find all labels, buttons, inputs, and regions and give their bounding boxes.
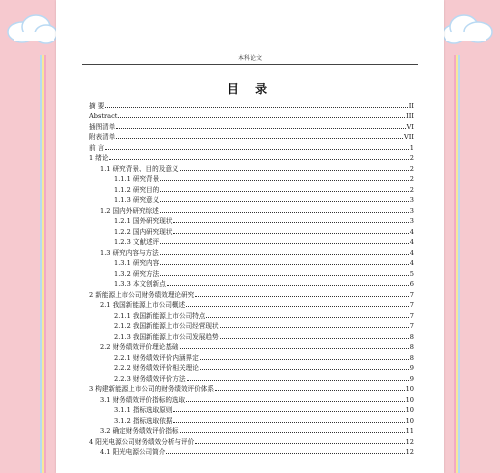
toc-entry[interactable] <box>89 299 414 310</box>
toc-leader-dots <box>186 306 409 307</box>
running-header: 本科论文 <box>82 53 418 65</box>
toc-entry-label: 摘 要 <box>89 101 105 110</box>
toc-entry-page: 4 <box>409 259 414 267</box>
cloud-decoration-left <box>2 12 60 46</box>
toc-entry-page: 10 <box>405 416 414 425</box>
toc-entry[interactable] <box>89 393 414 404</box>
toc-leader-dots <box>220 338 409 339</box>
toc-leader-dots <box>195 443 404 444</box>
toc-leader-dots <box>187 380 409 381</box>
toc-entry-label: 2.2 财务绩效评价理论基础 <box>100 343 179 351</box>
toc-entry[interactable] <box>89 194 414 205</box>
toc-leader-dots <box>180 348 409 349</box>
toc-leader-dots <box>160 254 409 255</box>
toc-entry-page: 12 <box>405 448 414 456</box>
toc-entry-page: 11 <box>405 427 414 435</box>
toc-entry-label: 1.2 国内外研究综述 <box>100 206 159 215</box>
toc-entry-page: 2 <box>409 175 414 183</box>
toc-entry[interactable] <box>89 257 414 268</box>
page-title: 目 录 <box>226 82 274 96</box>
toc-entry[interactable] <box>89 309 414 320</box>
toc-entry-label: 1.3.1 研究内容 <box>114 259 160 267</box>
toc-entry-label: 插图清单 <box>89 122 116 131</box>
toc-entry[interactable] <box>89 173 414 184</box>
toc-entry[interactable] <box>89 446 414 457</box>
toc-leader-dots <box>173 422 404 423</box>
toc-leader-dots <box>116 138 403 139</box>
toc-entry-label: 3 构建新能源上市公司的财务绩效评价体系 <box>89 385 214 393</box>
toc-leader-dots <box>109 159 408 160</box>
toc-leader-dots <box>160 180 409 181</box>
toc-entry-page: 3 <box>409 217 414 225</box>
rainbow-stripe-right <box>454 55 460 473</box>
toc-leader-dots <box>180 170 409 171</box>
toc-entry[interactable] <box>89 278 414 289</box>
toc-entry-label: 3.1.1 指标选取原则 <box>114 406 173 414</box>
toc-entry-page: 4 <box>409 248 414 257</box>
toc-entry-page: II <box>408 101 414 110</box>
toc-entry[interactable] <box>89 183 414 194</box>
toc-entry-label: 1.2.2 国内研究现状 <box>114 227 173 236</box>
toc-entry-page: VII <box>404 133 414 141</box>
toc-entry-page: 10 <box>405 385 414 393</box>
toc-entry[interactable] <box>89 435 414 446</box>
toc-entry[interactable] <box>89 320 414 331</box>
toc-entry-page: VI <box>406 122 414 131</box>
toc-entry[interactable] <box>89 414 414 425</box>
toc-entry[interactable] <box>89 162 414 173</box>
toc-entry-label: 1.1.1 研究背景 <box>114 175 160 183</box>
toc-entry-page: 8 <box>409 353 414 362</box>
toc-entry[interactable] <box>89 372 414 383</box>
toc-entry-page: 7 <box>409 290 414 299</box>
toc-entry[interactable] <box>89 152 414 163</box>
toc-entry[interactable] <box>89 351 414 362</box>
toc-leader-dots <box>173 411 404 412</box>
toc-leader-dots <box>206 317 408 318</box>
toc-entry-label: 附表清单 <box>89 133 116 141</box>
toc-entry-label: 1.1.2 研究目的 <box>114 185 160 194</box>
toc-entry-label: 1.3.3 本文创新点 <box>114 280 166 288</box>
toc-entry-page: 7 <box>409 301 414 309</box>
toc-entry-page: 3 <box>409 206 414 215</box>
toc-entry[interactable] <box>89 99 414 110</box>
toc-entry-page: 7 <box>409 322 414 330</box>
toc-leader-dots <box>173 222 408 223</box>
toc-entry-page: 4 <box>409 238 414 246</box>
toc-entry-label: 2.2.3 财务绩效评价方法 <box>114 374 186 383</box>
toc-leader-dots <box>160 275 409 276</box>
toc-entry-label: 1.1 研究背景、目的及意义 <box>100 164 179 173</box>
rainbow-stripe-left <box>40 55 46 473</box>
cloud-decoration-right <box>440 12 498 46</box>
toc-leader-dots <box>173 233 408 234</box>
toc-leader-dots <box>160 243 409 244</box>
toc-entry[interactable] <box>89 383 414 394</box>
toc-leader-dots <box>160 212 409 213</box>
toc-entry[interactable] <box>89 246 414 257</box>
toc-entry-label: 4 阳光电源公司财务绩效分析与评价 <box>89 437 195 446</box>
toc-entry[interactable] <box>89 404 414 415</box>
toc-leader-dots <box>195 296 409 297</box>
toc-leader-dots <box>118 117 405 118</box>
toc-leader-dots <box>200 359 409 360</box>
toc-entry-label: 3.2 确定财务绩效评价指标 <box>100 427 179 435</box>
toc-entry-label: Abstract <box>89 112 118 120</box>
toc-leader-dots <box>215 390 405 391</box>
toc-entry[interactable] <box>89 425 414 436</box>
toc-leader-dots <box>180 432 405 433</box>
document-page <box>56 0 444 473</box>
toc-entry-label: 1.2.1 国外研究现状 <box>114 217 173 225</box>
toc-entry[interactable] <box>89 362 414 373</box>
toc-leader-dots <box>160 264 409 265</box>
toc-entry[interactable] <box>89 330 414 341</box>
toc-leader-dots <box>167 285 409 286</box>
toc-entry-label: 2.2.1 财务绩效评价内涵界定 <box>114 353 199 362</box>
toc-entry[interactable] <box>89 236 414 247</box>
toc-entry-page: 8 <box>409 332 414 341</box>
toc-entry[interactable] <box>89 215 414 226</box>
toc-entry-label: 4.1 阳光电源公司简介 <box>100 448 166 456</box>
toc-entry-page: 6 <box>409 280 414 288</box>
toc-leader-dots <box>105 107 407 108</box>
toc-entry[interactable] <box>89 341 414 352</box>
toc-entry[interactable] <box>89 141 414 152</box>
toc-entry-page: 3 <box>409 196 414 204</box>
toc-entry-page: 2 <box>409 164 414 173</box>
toc-entry-label: 1.1.3 研究意义 <box>114 196 160 204</box>
toc-entry[interactable] <box>89 120 414 131</box>
toc-entry[interactable] <box>89 110 414 121</box>
toc-leader-dots <box>160 201 409 202</box>
toc-entry-label: 2.1.2 我国新能源上市公司经营现状 <box>114 322 219 330</box>
toc-entry[interactable] <box>89 288 414 299</box>
toc-leader-dots <box>166 453 404 454</box>
toc-entry[interactable] <box>89 225 414 236</box>
toc-entry-page: III <box>406 112 414 120</box>
toc-leader-dots <box>105 149 409 150</box>
toc-entry-page: 7 <box>409 311 414 320</box>
toc-entry-label: 1.3 研究内容与方法 <box>100 248 159 257</box>
toc-entry-label: 2.1.3 我国新能源上市公司发展趋势 <box>114 332 219 341</box>
toc-entry-page: 4 <box>409 227 414 236</box>
toc-entry-label: 3.1 财务绩效评价指标的选取 <box>100 395 186 404</box>
toc-leader-dots <box>200 369 409 370</box>
toc-entry-label: 1.3.2 研究方法 <box>114 269 160 278</box>
toc-entry-page: 10 <box>405 395 414 404</box>
toc-entry-page: 2 <box>409 154 414 162</box>
toc-leader-dots <box>186 401 404 402</box>
toc-leader-dots <box>160 191 409 192</box>
toc-entry-page: 5 <box>409 269 414 278</box>
toc-entry-page: 8 <box>409 343 414 351</box>
toc-entry[interactable] <box>89 204 414 215</box>
toc-entry-label: 2 新能源上市公司财务绩效理论研究 <box>89 290 195 299</box>
toc-entry[interactable] <box>89 131 414 142</box>
table-of-contents <box>89 99 414 456</box>
toc-entry[interactable] <box>89 267 414 278</box>
toc-entry-page: 12 <box>405 437 414 446</box>
toc-entry-label: 前 言 <box>89 143 105 152</box>
toc-entry-label: 1.2.3 文献述评 <box>114 238 160 246</box>
toc-entry-page: 9 <box>409 374 414 383</box>
toc-entry-page: 9 <box>409 364 414 372</box>
toc-entry-page: 10 <box>405 406 414 414</box>
toc-entry-page: 1 <box>409 143 414 152</box>
toc-entry-label: 2.1.1 我国新能源上市公司特点 <box>114 311 206 320</box>
toc-entry-label: 3.1.2 指标选取依据 <box>114 416 173 425</box>
toc-entry-label: 2.1 我国新能源上市公司概述 <box>100 301 186 309</box>
toc-entry-page: 2 <box>409 185 414 194</box>
toc-leader-dots <box>116 128 405 129</box>
toc-entry-label: 2.2.2 财务绩效评价相关理论 <box>114 364 199 372</box>
toc-leader-dots <box>220 327 409 328</box>
toc-entry-label: 1 绪论 <box>89 154 109 162</box>
